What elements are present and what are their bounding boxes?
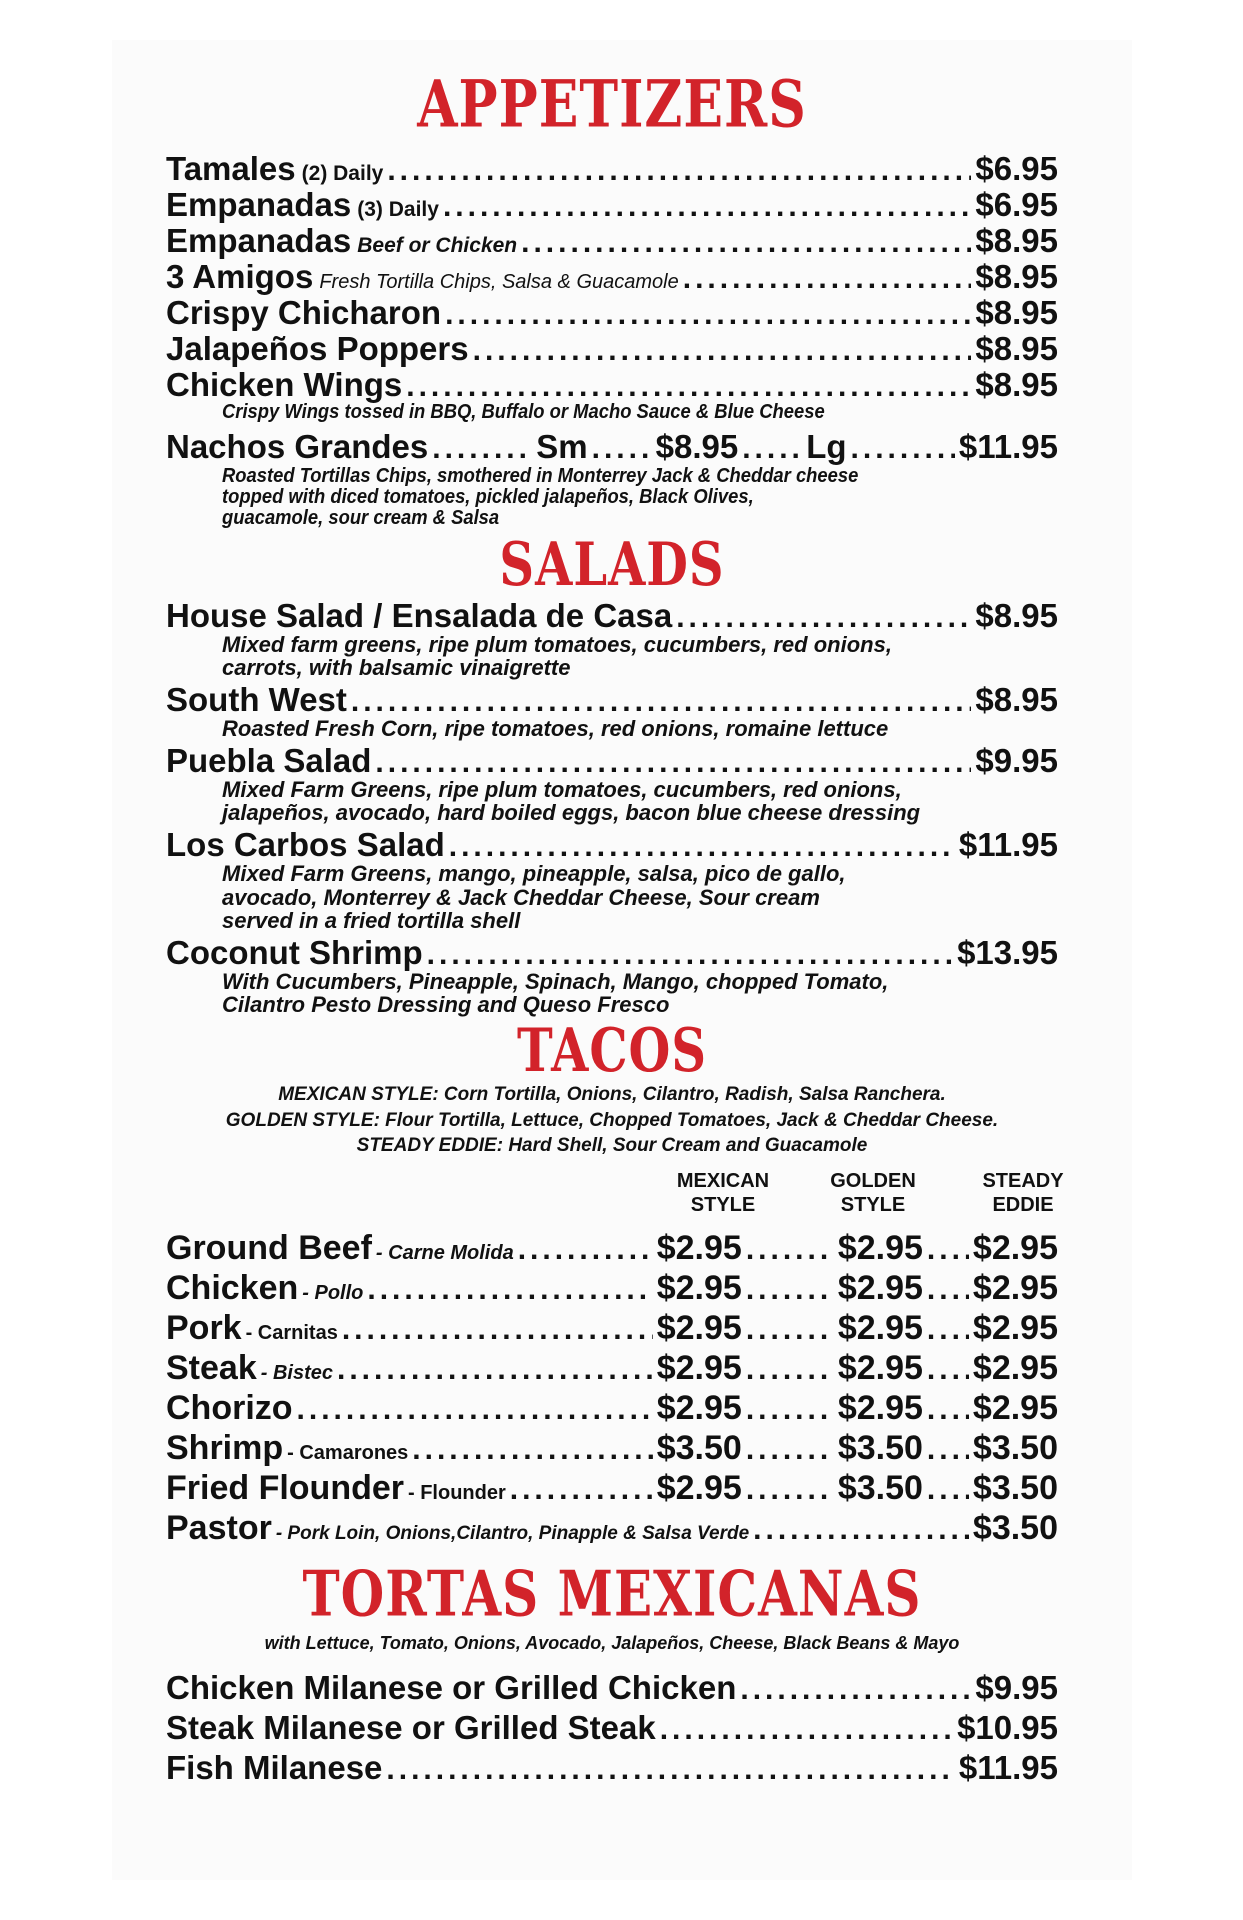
item-name: Chicken Milanese or Grilled Chicken [166, 1669, 737, 1707]
taco-qualifier: - Carnitas [245, 1321, 338, 1344]
dot-leader [443, 192, 971, 222]
taco-qualifier: - Bistec [260, 1361, 333, 1384]
tortas-title: TORTAS MEXICANAS [302, 1556, 922, 1631]
dot-leader [851, 434, 955, 464]
price-mexican: $2.95 [656, 1388, 742, 1427]
dot-leader [406, 372, 971, 402]
dot-leader [683, 264, 972, 294]
menu-item [166, 188, 1058, 224]
dot-leader [592, 434, 652, 464]
dot-leader [449, 832, 955, 862]
dot-leader [375, 748, 971, 778]
tacos-table [166, 1228, 1058, 1551]
item-name: Los Carbos Salad [166, 826, 445, 864]
price-mexican: $2.95 [656, 1228, 742, 1267]
price-golden: $3.50 [837, 1428, 923, 1467]
menu-item [166, 744, 1058, 778]
dot-leader [427, 940, 953, 970]
item-price: $8.95 [975, 681, 1058, 719]
menu-item [166, 683, 1058, 717]
column-header-line: MEXICAN [676, 1169, 770, 1192]
menu-item [166, 933, 1058, 971]
table-row [166, 1508, 1058, 1551]
taco-qualifier: - Camarones [287, 1441, 409, 1464]
salads-title: SALADS [499, 530, 725, 600]
menu-item [166, 332, 1058, 368]
item-description: Mixed Farm Greens, mango, pineapple, salsa, pico de gallo, [222, 861, 846, 887]
dot-leader [297, 1395, 653, 1425]
taco-name: Fried Flounder [166, 1468, 404, 1507]
dot-leader [927, 1235, 969, 1265]
dot-leader [746, 1475, 834, 1505]
item-description: With Cucumbers, Pineapple, Spinach, Mango, chopped Tomato, [222, 968, 889, 994]
size-large-price: $11.95 [958, 428, 1058, 465]
dot-leader [521, 228, 971, 258]
tortas-note: with Lettuce, Tomato, Onions, Avocado, Jalapeños, Cheese, Black Beans & Mayo [264, 1632, 960, 1653]
column-header-line: STYLE [690, 1193, 756, 1216]
table-row [166, 1308, 1058, 1351]
dot-leader [351, 687, 972, 717]
menu-item [166, 368, 1058, 402]
column-header-line: EDDIE [992, 1193, 1054, 1216]
taco-name: Pastor [166, 1508, 272, 1547]
item-description: Crispy Wings tossed in BBQ, Buffalo or Macho Sauce & Blue Cheese [222, 401, 825, 423]
column-header-line: STYLE [840, 1193, 906, 1216]
dot-leader [387, 156, 971, 186]
price-mexican: $2.95 [656, 1348, 742, 1387]
item-price: $8.95 [975, 366, 1058, 403]
item-price: $9.95 [975, 1669, 1058, 1707]
taco-name: Ground Beef [166, 1228, 372, 1267]
taco-qualifier: - Carne Molida [375, 1241, 514, 1264]
item-price: $11.95 [958, 826, 1058, 864]
item-price: $8.95 [975, 597, 1058, 634]
column-header-steady [948, 1169, 1064, 1217]
dot-leader [740, 1675, 971, 1705]
price-steady: $2.95 [972, 1388, 1058, 1427]
taco-qualifier: - Pork Loin, Onions,Cilantro, Pinapple & Salsa Verde [275, 1522, 750, 1544]
dot-leader [753, 1515, 969, 1545]
item-qualifier: (2) Daily [301, 162, 384, 185]
dot-leader [432, 434, 532, 464]
dot-leader [337, 1355, 653, 1385]
price-golden: $2.95 [837, 1388, 923, 1427]
price-mexican: $2.95 [656, 1468, 742, 1507]
price-steady: $2.95 [972, 1228, 1058, 1267]
dot-leader [473, 336, 972, 366]
item-price: $6.95 [975, 150, 1058, 187]
dot-leader [342, 1315, 653, 1345]
price-golden: $3.50 [837, 1468, 923, 1507]
menu-item [166, 152, 1058, 188]
item-description: jalapeños, avocado, hard boiled eggs, bacon blue cheese dressing [222, 800, 921, 826]
item-name: Chicken Wings [166, 366, 403, 403]
item-description: Cilantro Pesto Dressing and Queso Fresco [222, 991, 670, 1017]
dot-leader [742, 434, 802, 464]
item-name: Empanadas [166, 222, 352, 259]
item-description: carrots, with balsamic vinaigrette [222, 655, 571, 681]
price-mexican: $2.95 [656, 1308, 742, 1347]
tacos-column-headers [166, 1169, 1064, 1217]
item-price: $8.95 [975, 294, 1058, 331]
item-price: $13.95 [957, 933, 1058, 971]
item-price: $8.95 [975, 258, 1058, 295]
price-golden: $2.95 [837, 1348, 923, 1387]
taco-name: Chicken [166, 1268, 299, 1307]
dot-leader [746, 1315, 834, 1345]
price-golden: $2.95 [837, 1268, 923, 1307]
price-golden: $2.95 [837, 1308, 923, 1347]
item-price: $8.95 [975, 330, 1058, 367]
dot-leader [746, 1355, 834, 1385]
dot-leader [746, 1435, 834, 1465]
item-name: Puebla Salad [166, 742, 372, 780]
item-name: Steak Milanese or Grilled Steak [166, 1709, 656, 1747]
taco-name: Chorizo [166, 1388, 293, 1427]
price-steady: $3.50 [972, 1468, 1058, 1507]
price-mexican: $2.95 [656, 1268, 742, 1307]
item-name: Tamales [166, 150, 296, 187]
menu-item [166, 296, 1058, 332]
item-price: $11.95 [958, 1749, 1058, 1787]
dot-leader [927, 1475, 969, 1505]
column-header-mexican [648, 1169, 798, 1217]
table-row [166, 1428, 1058, 1471]
item-description: Roasted Tortillas Chips, smothered in Monterrey Jack & Cheddar cheese [222, 465, 859, 487]
item-price: $8.95 [975, 222, 1058, 259]
item-name: Jalapeños Poppers [166, 330, 469, 367]
dot-leader [746, 1235, 834, 1265]
item-price: $6.95 [975, 186, 1058, 223]
item-description: guacamole, sour cream & Salsa [222, 507, 500, 529]
dot-leader [660, 1715, 953, 1745]
price-steady: $3.50 [972, 1508, 1058, 1547]
item-description: topped with diced tomatoes, pickled jalapeños, Black Olives, [222, 486, 754, 508]
dot-leader [676, 603, 971, 633]
taco-name: Steak [166, 1348, 257, 1387]
dot-leader [386, 1755, 954, 1785]
dot-leader [510, 1475, 653, 1505]
tacos-note: STEADY EDDIE: Hard Shell, Sour Cream and Guacamole [356, 1135, 868, 1157]
item-name: 3 Amigos [166, 258, 314, 295]
tacos-note: MEXICAN STYLE: Corn Tortilla, Onions, Cilantro, Radish, Salsa Ranchera. [278, 1083, 946, 1105]
item-name: Coconut Shrimp [166, 933, 423, 971]
item-name: Crispy Chicharon [166, 294, 442, 331]
price-golden: $2.95 [837, 1228, 923, 1267]
item-price: $10.95 [957, 1709, 1058, 1747]
item-description: served in a fried tortilla shell [222, 907, 521, 933]
tacos-note: GOLDEN STYLE: Flour Tortilla, Lettuce, Chopped Tomatoes, Jack & Cheddar Cheese. [225, 1109, 999, 1131]
appetizers-title: APPETIZERS [417, 66, 807, 143]
item-name: House Salad / Ensalada de Casa [166, 597, 673, 634]
dot-leader [927, 1355, 969, 1385]
item-price: $9.95 [975, 742, 1058, 780]
price-steady: $2.95 [972, 1348, 1058, 1387]
column-header-line: STEADY [982, 1169, 1064, 1192]
size-small-price: $8.95 [655, 428, 739, 465]
menu-content [166, 66, 1064, 1791]
price-steady: $3.50 [972, 1428, 1058, 1467]
price-steady: $2.95 [972, 1308, 1058, 1347]
item-name: South West [166, 681, 347, 719]
item-description: Mixed farm greens, ripe plum tomatoes, cucumbers, red onions, [222, 632, 892, 657]
taco-qualifier: - Flounder [408, 1481, 506, 1504]
price-steady: $2.95 [972, 1268, 1058, 1307]
menu-item [166, 260, 1058, 296]
size-small-label: Sm [536, 428, 588, 465]
menu-item [166, 224, 1058, 260]
item-name: Empanadas [166, 186, 352, 223]
taco-qualifier: - Pollo [302, 1281, 364, 1304]
menu-item [166, 599, 1058, 633]
dot-leader [367, 1275, 652, 1305]
table-row [166, 1228, 1058, 1271]
taco-name: Shrimp [166, 1428, 284, 1467]
dot-leader [927, 1435, 969, 1465]
dot-leader [927, 1315, 969, 1345]
table-row [166, 1388, 1058, 1431]
item-description: Roasted Fresh Corn, ripe tomatoes, red onions, romaine lettuce [222, 716, 889, 742]
menu-item [166, 1671, 1058, 1711]
item-description: Mixed Farm Greens, ripe plum tomatoes, cucumbers, red onions, [222, 777, 902, 803]
dot-leader [927, 1395, 969, 1425]
item-name: Fish Milanese [166, 1749, 383, 1787]
size-large-label: Lg [806, 428, 847, 465]
table-row [166, 1348, 1058, 1391]
column-header-line: GOLDEN [830, 1169, 916, 1192]
dot-leader [445, 300, 971, 330]
menu-item [166, 828, 1058, 862]
table-row [166, 1468, 1058, 1511]
item-qualifier: Fresh Tortilla Chips, Salsa & Guacamole [319, 271, 679, 293]
taco-name: Pork [166, 1308, 242, 1347]
menu-item [166, 1711, 1058, 1751]
column-header-golden [798, 1169, 948, 1217]
table-row [166, 1268, 1058, 1311]
dot-leader [412, 1435, 652, 1465]
item-name: Nachos Grandes [166, 428, 429, 465]
dot-leader [746, 1275, 834, 1305]
item-description: avocado, Monterrey & Jack Cheddar Cheese, Sour cream [222, 884, 820, 910]
price-mexican: $3.50 [656, 1428, 742, 1467]
dot-leader [518, 1235, 653, 1265]
tacos-title: TACOS [516, 1015, 707, 1086]
dot-leader [927, 1275, 969, 1305]
dot-leader [746, 1395, 834, 1425]
item-qualifier: Beef or Chicken [357, 234, 518, 257]
item-qualifier: (3) Daily [357, 198, 439, 221]
menu-item [166, 1751, 1058, 1791]
menu-item-nachos [166, 430, 1058, 466]
